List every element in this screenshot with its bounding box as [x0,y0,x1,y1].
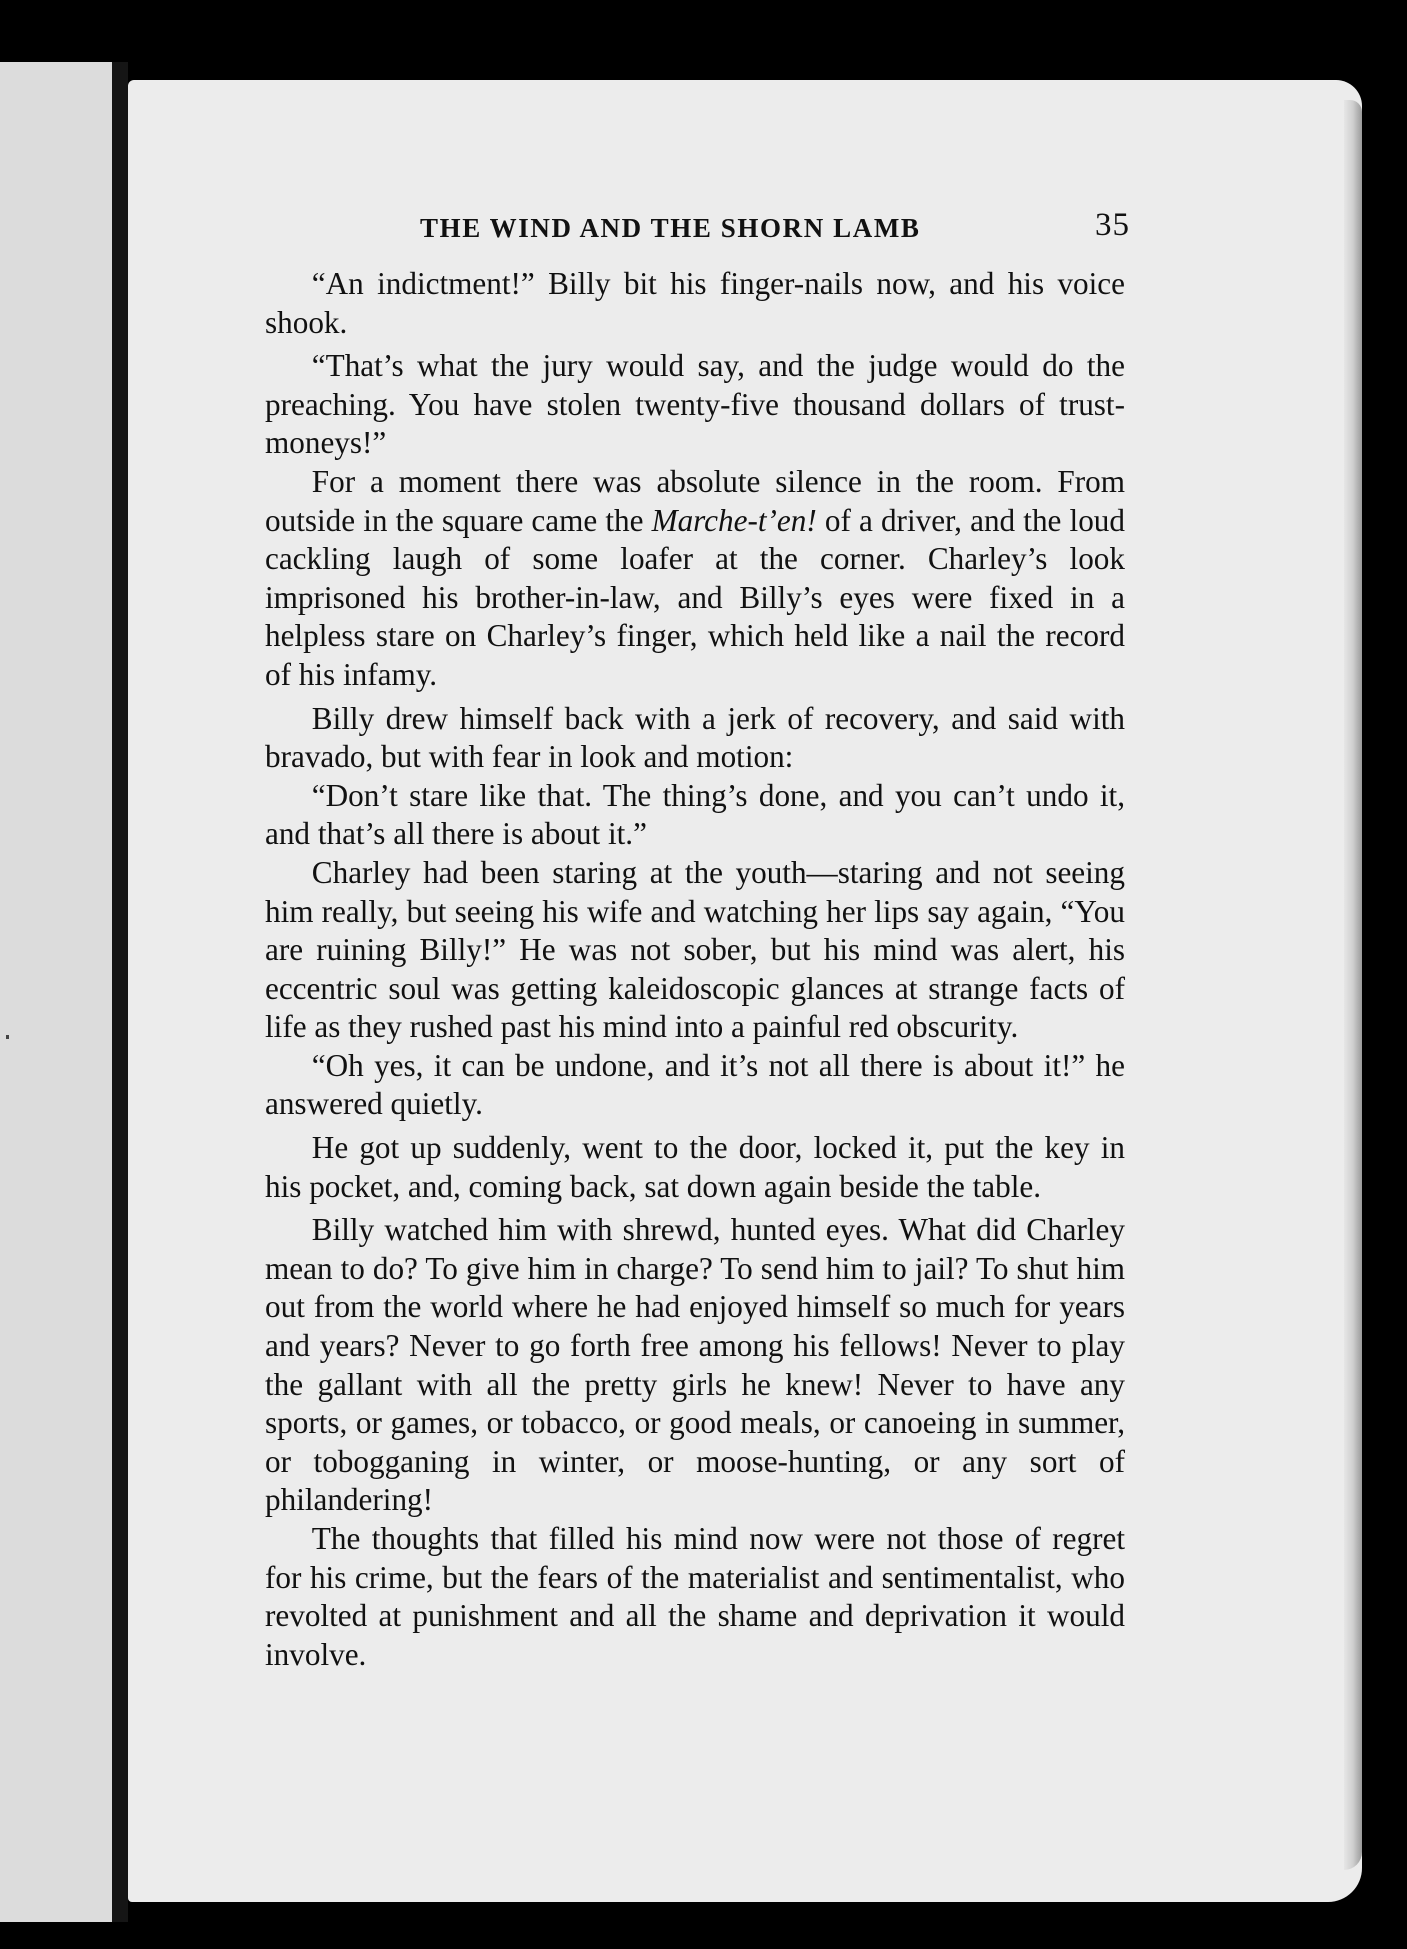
page-body [265,265,1125,1674]
paragraph: “An indictment!” Billy bit his finger-nails now, and his voice shook. [265,266,1125,340]
running-head: THE WIND AND THE SHORN LAMB [420,213,921,243]
text-run: For a moment there was absolute silence in the room. From outside in the square came the [265,463,1125,538]
paragraph: “That’s what the jury would say, and the judge would do the preaching. You have stolen twenty-five thousand dollars of trust-moneys!” [265,348,1125,461]
paragraph [265,463,1125,695]
page-edge-shadow [1344,100,1362,1870]
paragraph: Charley had been staring at the youth—staring and not seeing him really, but seeing his wife and watching her lips say again, “You are ruining Billy!” He was not sober, but his mind was alert, his eccentric soul was getting kaleidoscopic glances at strange facts of life as they rushed past his mind into a painful red obscurity. [265,854,1125,1045]
italic-exclamation: Marche-t’en! [651,502,817,538]
text-run: of a driver, and the loud cackling laugh of some loafer at the corner. Charley’s look imprisoned his brother-in-law, and Billy’s eyes were fixed in a helpless stare on Charley’s finger, which held like a nail the record of his infamy. [265,502,1125,692]
paragraph: The thoughts that filled his mind now were not those of regret for his crime, but the fears of the materialist and sentimentalist, who revolted at punishment and all the shame and deprivation it would involve. [265,1521,1125,1672]
paragraph: Billy drew himself back with a jerk of recovery, and said with bravado, but with fear in look and motion: [265,700,1125,775]
left-page-edge [0,62,112,1922]
page-header [420,207,1130,251]
paragraph: “Oh yes, it can be undone, and it’s not all there is about it!” he answered quietly. [265,1047,1125,1122]
page-number: 35 [1095,207,1130,243]
scan-speck [6,1035,9,1039]
paragraph: He got up suddenly, went to the door, locked it, put the key in his pocket, and, coming back, sat down again beside the table. [265,1130,1125,1204]
paragraph: Billy watched him with shrewd, hunted eyes. What did Charley mean to do? To give him in charge? To send him to jail? To shut him out from the world where he had enjoyed himself so much for years and years? Never to go forth free among his fellows! Never to play the gallant with all the pretty girls he knew! Never to have any sports, or games, or tobacco, or good meals, or canoeing in summer, or tobogganing in winter, or moose-hunting, or any sort of philandering! [265,1212,1125,1518]
paragraph: “Don’t stare like that. The thing’s done, and you can’t undo it, and that’s all there is about it.” [265,777,1125,852]
book-gutter [112,62,128,1922]
